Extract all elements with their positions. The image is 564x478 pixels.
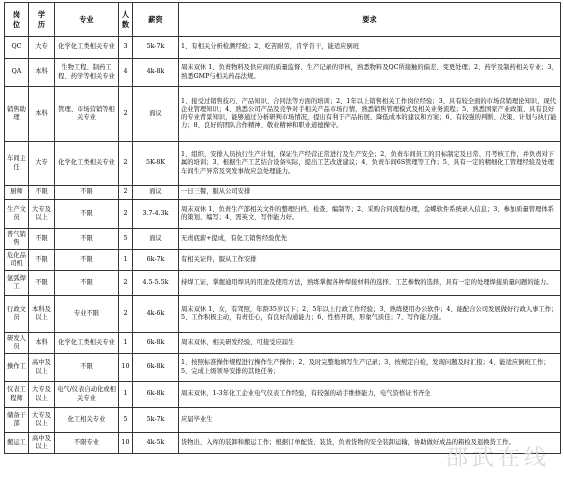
cell-salary: 5k-7k — [133, 37, 179, 59]
cell-major: 不限专业 — [55, 433, 119, 454]
table-row — [5, 354, 561, 382]
cell-count: 5 — [119, 229, 133, 250]
cell-education: 不限 — [29, 271, 55, 296]
cell-requirements: 周末双休 1、女，有驾照，年龄35岁以下；2、5年以上行政工作经验；3、熟练使用办公软件；4、能配合公司发展做好行政人事工作；5、工作积极主动，有责任心，有良好沟通能力；6、性格开朗，形象气质佳；7、写作能力强。 — [179, 296, 561, 333]
cell-education: 本科 — [29, 333, 55, 354]
cell-requirements: 周末双休 1、负责物料及供应商的质量监督、生产记录的审核，熟悉物料及QC所接触的偏差、变更处理；2、药学及制药相关专业；3、熟悉GMP与相关药品法规。 — [179, 59, 561, 87]
cell-salary: 4.5-5.5k — [133, 271, 179, 296]
cell-major: 化学化工类相关专业 — [55, 142, 119, 186]
cell-count: 2 — [119, 200, 133, 229]
cell-requirements: 应届毕业生 — [179, 408, 561, 433]
cell-position: 普气销售 — [5, 229, 29, 250]
cell-education: 大专及以上 — [29, 200, 55, 229]
cell-major: 化学化工类相关专业 — [55, 333, 119, 354]
cell-education: 大专及以上 — [29, 408, 55, 433]
header-salary: 薪资 — [133, 3, 179, 37]
cell-position: 车间主任 — [5, 142, 29, 186]
cell-education: 高中及以上 — [29, 433, 55, 454]
cell-salary: 6k-7k — [133, 250, 179, 271]
cell-position: 操作工 — [5, 354, 29, 382]
cell-count: 2 — [119, 186, 133, 200]
table-row — [5, 296, 561, 333]
cell-major: 不限 — [55, 250, 119, 271]
cell-education: 本科及以上 — [29, 296, 55, 333]
cell-requirements: 一日三餐，服从公司安排 — [179, 186, 561, 200]
cell-education: 不限 — [29, 250, 55, 271]
table-row — [5, 271, 561, 296]
cell-count: 3 — [119, 37, 133, 59]
cell-major: 化工相关专业 — [55, 408, 119, 433]
table-row — [5, 200, 561, 229]
cell-position: 危化品司机 — [5, 250, 29, 271]
cell-major: 生物工程、制药工程、药学等相关专业 — [55, 59, 119, 87]
cell-count: 1 — [119, 382, 133, 408]
cell-count: 1 — [119, 250, 133, 271]
cell-requirements: 周末双休，1-3年化工企业电气仪表工作经验，有较强的动手维修能力，电气资格证书齐全 — [179, 382, 561, 408]
cell-major: 管理、市场营销等相关专业 — [55, 87, 119, 142]
cell-salary: 6k-8k — [133, 354, 179, 382]
table-row — [5, 37, 561, 59]
cell-salary: 4k-8k — [133, 59, 179, 87]
cell-requirements: 周末双休，相关研发经验，可接受应届生 — [179, 333, 561, 354]
cell-education: 大专 — [29, 142, 55, 186]
cell-salary: 3.7-4.3k — [133, 200, 179, 229]
header-row — [5, 3, 561, 37]
table-row — [5, 59, 561, 87]
cell-major: 不限 — [55, 229, 119, 250]
cell-position: 销售助理 — [5, 87, 29, 142]
cell-requirements: 持焊工证，掌握通用焊具的用途及使用方法，熟练掌握各种焊接材料的选择、工艺参数的选择，具有一定的处理焊接质量问题的能力。 — [179, 271, 561, 296]
cell-requirements: 有相关证件，服从工作安排 — [179, 250, 561, 271]
cell-position: 研发人员 — [5, 333, 29, 354]
cell-requirements: 1、组织、安排人员执行生产计划，保证生产经营正常进行及生产安全；2、负责车间员工的目标制定及日常、月考核工作，并负责对下属的培训；3、根据生产工艺结合设备实际，提出工艺改进建议；4、负责车间6S管理等工作；5、具有一定的精细化工管理经验及处理车间生产异常及突发事故应急处理能力。 — [179, 142, 561, 186]
cell-requirements: 无责底薪+提成，有化工销售经验优先 — [179, 229, 561, 250]
cell-count: 2 — [119, 142, 133, 186]
cell-salary: 面议 — [133, 229, 179, 250]
cell-education: 本科 — [29, 59, 55, 87]
cell-position: 行政文员 — [5, 296, 29, 333]
cell-education: 高中及以上 — [29, 354, 55, 382]
table-row — [5, 382, 561, 408]
cell-requirements: 1、接受过销售技巧、产品知识、合同法等方面的培训；2、1年以上销售相关工作岗位经验；3、具有较全面的市场营销理论知识、现代企业管理知识；4、熟悉公司产品及竞争对手相关产品市场行情，熟悉销售管理模式及相关业务流程；5、熟悉国家产业政策、具有良好的专业背景知识，能够通过分析研判市场情况，提出有利于产品拓展、降低成本的建议和方案；6、有较强的判断、决策、计划与执行能力；8、良好的团队合作精神、敬业精神和职业道德操守。 — [179, 87, 561, 142]
table-row — [5, 186, 561, 200]
header-education: 学 历 — [29, 3, 55, 37]
header-requirements: 要求 — [179, 3, 561, 37]
cell-education: 大专 — [29, 37, 55, 59]
table-row — [5, 250, 561, 271]
cell-count: 2 — [119, 296, 133, 333]
table-row — [5, 87, 561, 142]
cell-major: 不限 — [55, 271, 119, 296]
cell-count: 5 — [119, 408, 133, 433]
cell-position: 储备干部 — [5, 408, 29, 433]
cell-count: 10 — [119, 433, 133, 454]
cell-major: 不限 — [55, 354, 119, 382]
header-count: 人 数 — [119, 3, 133, 37]
cell-salary: 6k-8k — [133, 382, 179, 408]
job-table — [4, 2, 561, 454]
cell-salary: 4k-5k — [133, 433, 179, 454]
table-row — [5, 408, 561, 433]
site-watermark: 邵武在线 — [445, 446, 550, 471]
header-major: 专业 — [55, 3, 119, 37]
cell-position: QC — [5, 37, 29, 59]
cell-major: 电气/仪表自动化或相关专业 — [55, 382, 119, 408]
cell-requirements: 1、有相关分析检测经验；2、吃苦耐劳，肯学肯干，能适应倒班 — [179, 37, 561, 59]
cell-position: QA — [5, 59, 29, 87]
header-position: 岗 位 — [5, 3, 29, 37]
cell-major: 专业不限 — [55, 296, 119, 333]
cell-count: 4 — [119, 59, 133, 87]
cell-count: 1 — [119, 333, 133, 354]
table-row — [5, 333, 561, 354]
cell-education: 不限 — [29, 229, 55, 250]
cell-position: 厨师 — [5, 186, 29, 200]
table-row — [5, 229, 561, 250]
cell-major: 化学化工类相关专业 — [55, 37, 119, 59]
cell-count: 2 — [119, 87, 133, 142]
cell-salary: 5k-7k — [133, 408, 179, 433]
cell-requirements: 1、按照标准操作规程进行操作生产操作；2、及时完整地填写生产记录；3、按规定自检，发现问题及时汇报；4、能适应倒班工作；5、完成上级领导安排的其他任务； — [179, 354, 561, 382]
cell-education: 大专及以上 — [29, 382, 55, 408]
cell-requirements: 货物出、入库的装卸和搬运工作；根据订单配货、装货，负责货物的安全装卸运输，协助做好成品的箱检及退换货工作。 — [179, 433, 561, 454]
cell-position: 氩弧焊工 — [5, 271, 29, 296]
cell-salary: 面议 — [133, 186, 179, 200]
cell-major: 不限 — [55, 186, 119, 200]
cell-salary: 5K-8K — [133, 142, 179, 186]
cell-salary: 6k-8k — [133, 333, 179, 354]
cell-major: 不限 — [55, 200, 119, 229]
cell-salary: 4k-6k — [133, 296, 179, 333]
cell-count: 2 — [119, 271, 133, 296]
cell-position: 搬运工 — [5, 433, 29, 454]
cell-education: 不限 — [29, 186, 55, 200]
cell-requirements: 周末双休 1、负责生产部相关文件的整理归档、检查、编制等；2、采购合同流程办理，金蝶软件系统录入信息；3、参加质量管理体系的策划、编写；4、需英文、写作能力好。 — [179, 200, 561, 229]
table-row — [5, 142, 561, 186]
cell-salary: 面议 — [133, 87, 179, 142]
cell-position: 生产文员 — [5, 200, 29, 229]
cell-position: 仪表工程师 — [5, 382, 29, 408]
cell-count: 10 — [119, 354, 133, 382]
cell-education: 本科 — [29, 87, 55, 142]
